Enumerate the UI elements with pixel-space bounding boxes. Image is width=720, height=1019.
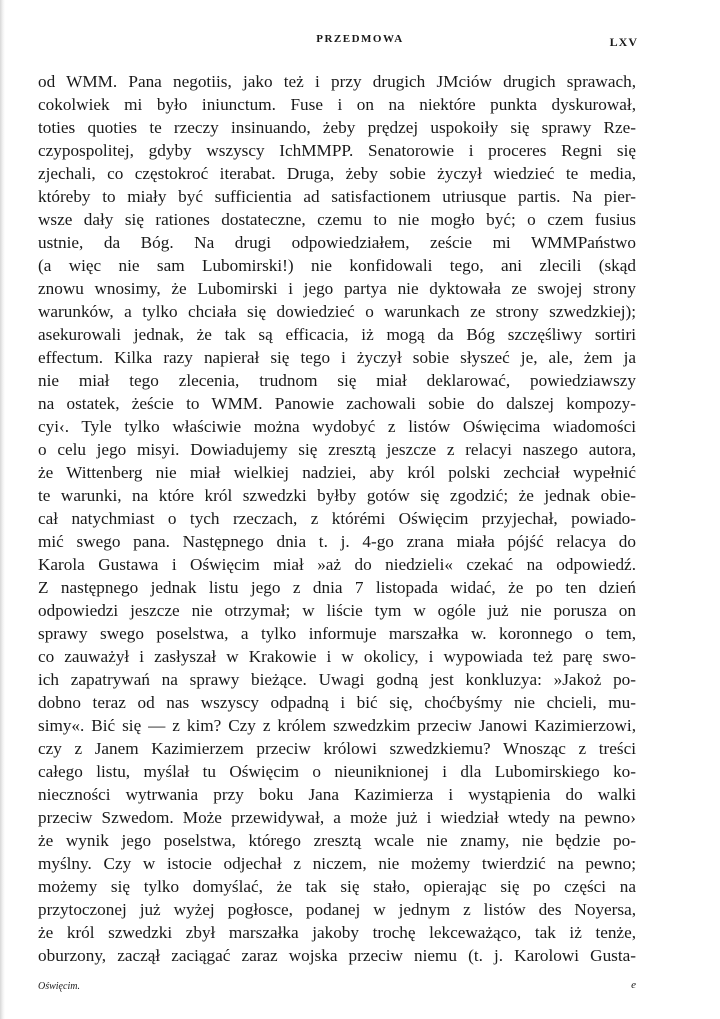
scan-edge [0,0,5,1019]
text-line: effectum. Kilka razy napierał się tego i życzył sobie słyszeć je, ale, żem ja [38,348,636,367]
text-line: dobno teraz od nas wszyscy odpadną i bić się, choćbyśmy nie chcieli, mu- [38,693,636,712]
text-line: sprawy swego poselstwa, a tylko informuje marszałka w. koronnego o tem, [38,624,636,643]
text-line: te warunki, na które król szwedzki byłby gotów się zgodzić; że jednak obie- [38,486,636,505]
text-line: cyi‹. Tyle tylko właściwie można wydobyć z listów Oświęcima wiadomości [38,417,636,436]
text-line: znowu wnosimy, że Lubomirski i jego partya nie dyktowała ze swojej strony [38,279,636,298]
text-line: oburzony, zaczął zaciągać zaraz wojska przeciw niemu (t. j. Karolowi Gusta- [38,946,636,965]
text-line: możemy się tylko domyślać, że tak się stało, opierając się po części na [38,877,636,896]
text-line: simy«. Bić się — z kim? Czy z królem szwedzkim przeciw Janowi Kazimierzowi, [38,716,636,735]
text-line: na ostatek, żeście to WMM. Panowie zachowali sobie do dalszej kompozy- [38,394,636,413]
page-header [0,33,720,53]
text-line: (a więc nie sam Lubomirski!) nie konfidowali tego, ani zlecili (skąd [38,256,636,275]
text-line: całego listu, myślał tu Oświęcim o nieuniknionej i dla Lubomirskiego ko- [38,762,636,781]
page-footer [38,981,636,997]
text-line: czy z Janem Kazimierzem przeciw królowi szwedzkiemu? Wnosząc z treści [38,739,636,758]
text-line: ustnie, da Bóg. Na drugi odpowiedziałem, zeście mi WMMPaństwo [38,233,636,252]
text-line: któreby to miały być sufficientia ad satisfactionem utriusque partis. Na pier- [38,187,636,206]
text-line: cał natychmiast o tych rzeczach, z którémi Oświęcim przyjechał, powiado- [38,509,636,528]
text-line: o celu jego misyi. Dowiadujemy się zresztą jeszcze z relacyi naszego autora, [38,440,636,459]
running-title: PRZEDMOWA [316,33,404,45]
text-line: toties quoties te rzeczy insinuando, żeby prędzej uspokoiły się sprawy Rze- [38,118,636,137]
text-line: cokolwiek mi było iniunctum. Fuse i on na niektóre punkta dyskurował, [38,95,636,114]
text-line: asekurowali jednak, że tak są efficacia, iż mogą da Bóg szczęśliwy sortiri [38,325,636,344]
text-line: wsze dały się rationes dostateczne, czemu to nie mogło być; o czem fusius [38,210,636,229]
text-line: że Wittenberg nie miał wielkiej nadziei, aby król polski zechciał wypełnić [38,463,636,482]
text-line: nie miał tego zlecenia, trudnom się miał deklarować, powiedziawszy [38,371,636,390]
text-line: Z następnego jednak listu jego z dnia 7 listopada widać, że po ten dzień [38,578,636,597]
text-line: przeciw Szwedom. Może przewidywał, a może już i wiedział wtedy na pewno› [38,808,636,827]
text-line: Karola Gustawa i Oświęcim miał »aż do niedzieli« czekać na odpowiedź. [38,555,636,574]
text-line: od WMM. Pana negotiis, jako też i przy drugich JMciów drugich sprawach, [38,72,636,91]
text-line: zjechali, co częstokroć iterabat. Druga, żeby sobie życzył wiedzieć te media, [38,164,636,183]
body-text [38,70,636,967]
text-line: czypospolitej, gdyby wszyscy IchMMPP. Senatorowie i proceres Regni się [38,141,636,160]
page-number: LXV [609,35,638,49]
text-line: że król szwedzki zbył marszałka jakoby trochę lekceważąco, tak iż tenże, [38,923,636,942]
text-line: warunków, a tylko chciała się dowiedzieć o warunkach ze strony szwedzkiej); [38,302,636,321]
text-line: że wynik jego poselstwa, którego zresztą wcale nie znamy, nie będzie po- [38,831,636,850]
text-line: co zauważył i zasłyszał w Krakowie i w okolicy, i wypowiada też parę swo- [38,647,636,666]
text-line: odpowiedzi jeszcze nie otrzymał; w liście tym w ogóle już nie porusza on [38,601,636,620]
text-line: nieczności wytrwania przy boku Jana Kazimierza i wystąpienia do walki [38,785,636,804]
text-line: myślny. Czy w istocie odjechał z niczem, nie możemy twierdzić na pewno; [38,854,636,873]
signature-letter: e [631,979,636,991]
text-line: przytoczonej już wyżej pogłosce, podanej w jednym z listów des Noyersa, [38,900,636,919]
text-line: mić swego pana. Następnego dnia t. j. 4-go zrana miała pójść relacya do [38,532,636,551]
text-line: ich zapatrywań na sprawy bieżące. Uwagi godną jest konkluzya: »Jakoż po- [38,670,636,689]
signature-mark: Oświęcim. [38,981,80,992]
